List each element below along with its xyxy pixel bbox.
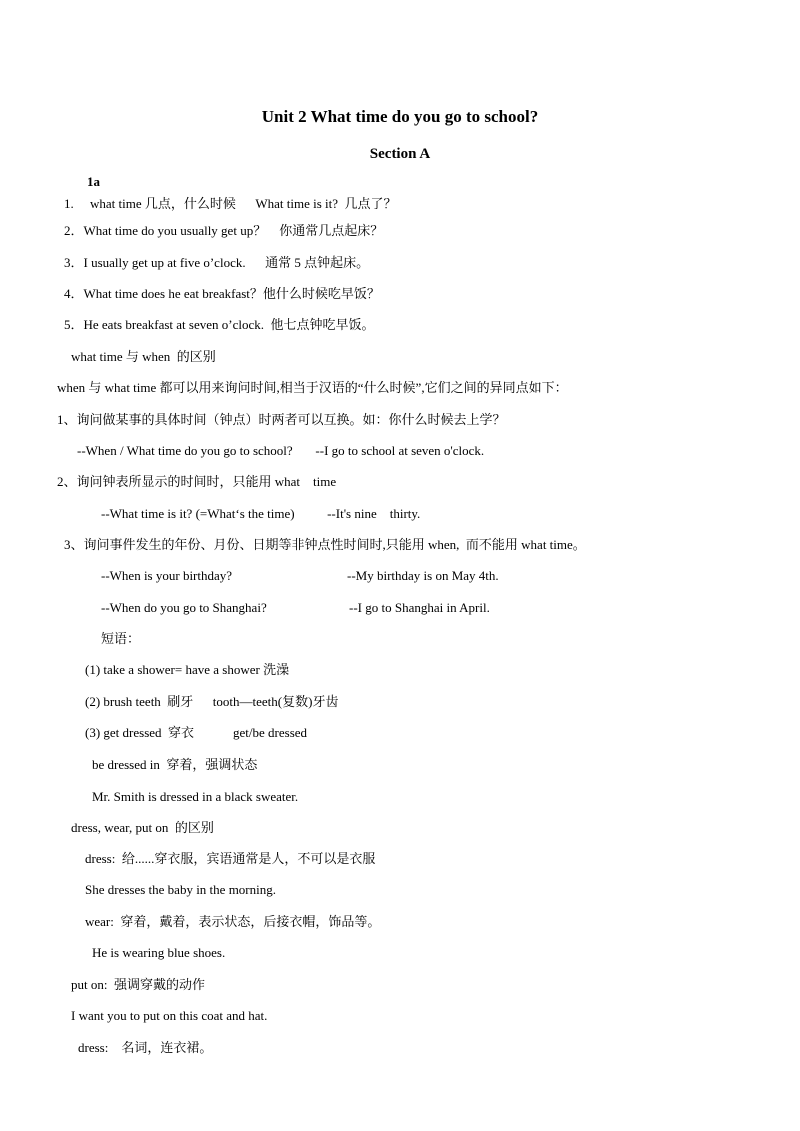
- text-line: --When do you go to Shanghai?: [101, 600, 267, 615]
- text-line: be dressed in 穿着，强调状态: [92, 757, 258, 772]
- text-line: He is wearing blue shoes.: [92, 945, 226, 960]
- text-line: (3) get dressed 穿衣 get/be dressed: [85, 725, 308, 740]
- text-line: 3．I usually get up at five o’clock. 通常 5 点钟起床。: [64, 255, 370, 270]
- text-line: --My birthday is on May 4th.: [347, 568, 499, 583]
- text-line: --When is your birthday?: [101, 568, 233, 583]
- text-line: --I go to Shanghai in April.: [349, 600, 490, 615]
- text-line: 1. what time 几点，什么时候 What time is it? 几点了？: [64, 196, 397, 211]
- text-line: 短语：: [101, 631, 141, 646]
- text-line: Mr. Smith is dressed in a black sweater.: [92, 789, 299, 804]
- text-line: --What time is it? (=What‘s the time) --It's nine thirty.: [101, 506, 421, 521]
- text-line: 2、询问钟表所显示的时间时，只能用 what time: [57, 474, 337, 489]
- text-line: 2．What time do you usually get up？ 你通常几点起床？: [64, 223, 384, 238]
- text-line: (2) brush teeth 刷牙 tooth—teeth(复数)牙齿: [85, 694, 339, 709]
- text-line: dress, wear, put on 的区别: [71, 820, 214, 835]
- subsection-label: 1a: [87, 174, 100, 189]
- text-line: She dresses the baby in the morning.: [85, 882, 276, 897]
- text-line: 5．He eats breakfast at seven o’clock. 他七点钟吃早饭。: [64, 317, 375, 332]
- text-line: what time 与 when 的区别: [71, 349, 216, 364]
- text-line: put on: 强调穿戴的动作: [71, 977, 205, 992]
- text-line: I want you to put on this coat and hat.: [71, 1008, 268, 1023]
- text-line: 4．What time does he eat breakfast？他什么时候吃早饭？: [64, 286, 380, 301]
- text-line: dress: 名词，连衣裙。: [78, 1040, 213, 1055]
- text-line: when 与 what time 都可以用来询问时间,相当于汉语的“什么时候”,它们之间的异同点如下：: [57, 380, 568, 395]
- text-line: 1、询问做某事的具体时间（钟点）时两者可以互换。如：你什么时候去上学？: [57, 412, 506, 427]
- text-line: dress: 给......穿衣服，宾语通常是人，不可以是衣服: [85, 851, 376, 866]
- text-line: 3、询问事件发生的年份、月份、日期等非钟点性时间时,只能用 when, 而不能用 what time。: [64, 537, 586, 552]
- document-title: Unit 2 What time do you go to school?: [261, 107, 539, 126]
- section-heading: Section A: [369, 146, 431, 162]
- text-line: (1) take a shower= have a shower 洗澡: [85, 662, 290, 677]
- text-line: wear: 穿着，戴着，表示状态，后接衣帽，饰品等。: [85, 914, 381, 929]
- text-line: --When / What time do you go to school? --I go to school at seven o'clock.: [77, 443, 485, 458]
